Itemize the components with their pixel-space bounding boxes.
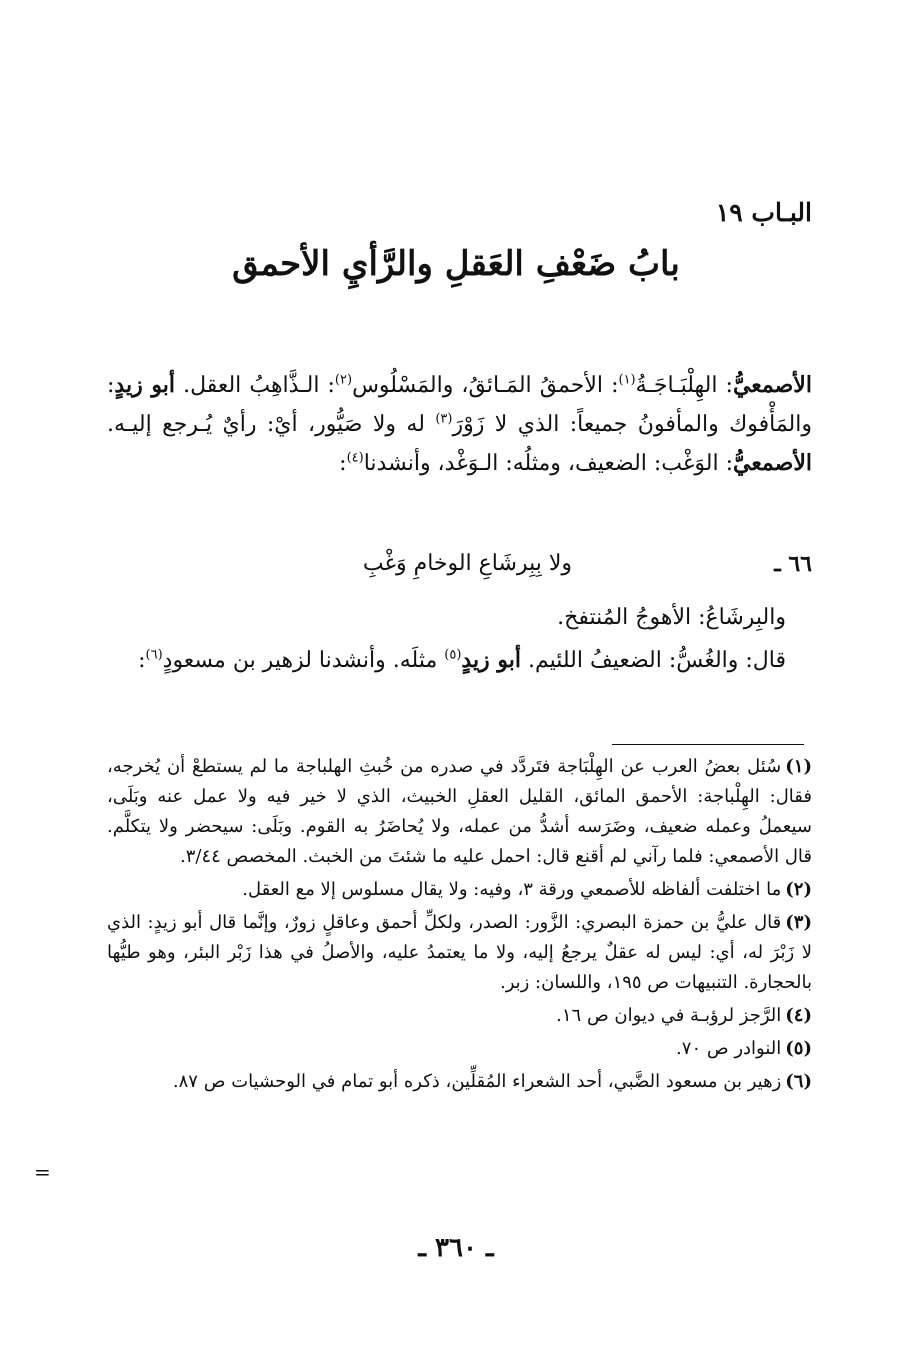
footnote-ref[interactable]: (٥): [444, 647, 462, 663]
post-verse-paragraph: [107, 597, 812, 682]
footnote-5: [107, 1034, 812, 1064]
footnote-text: قال عليُّ بن حمزة البصري: الزَّور: الصدر، ولكلِّ أحمق وعاقلٍ زورٌ، وإنَّما قال أبو زيدٍ: الذي لا زَبْرَ له، أي: ليس له عقلٌ يرجعُ إليه، ولا ما يعتمدُ عليه، والأصلُ في هذا زَبْر البئر، وهو طيُّها بالحجارة. التنبيهات ص ١٩٥، واللسان: زبر.: [107, 912, 812, 993]
footnote-text: ما اختلفت ألفاظه للأصمعي ورقة ٣، وفيه: ولا يقال مسلوس إلا مع العقل.: [242, 879, 782, 900]
footnote-divider: [612, 744, 804, 745]
footnote-number: (٦): [785, 1071, 812, 1092]
footnote-number: (١): [785, 756, 812, 777]
source-name: الأصمعيُّ: [732, 372, 812, 398]
body-text-segment: : والمَأْفوك والمأفونُ جميعاً: الذي لا زَوْرَ: [107, 373, 812, 437]
footnote-text: النوادر ص ٧٠.: [676, 1038, 782, 1059]
footnote-ref[interactable]: (٣): [435, 411, 453, 427]
chapter-title: بابُ ضَعْفِ العَقلِ والرَّأيِ الأحمق: [232, 244, 680, 284]
footnote-number: (٣): [785, 912, 812, 933]
footnote-ref[interactable]: (٦): [145, 647, 163, 663]
continuation-mark: =: [34, 1160, 51, 1184]
footnote-6: [107, 1067, 812, 1097]
footnote-ref[interactable]: (١): [618, 372, 636, 388]
footnote-1: [107, 752, 812, 872]
body-text-segment: : الوَغْب: الضعيف، ومثلُه: الـوَغْد، وأنشدنا: [363, 451, 733, 476]
verse-line: [107, 551, 812, 591]
footnote-ref[interactable]: (٤): [346, 450, 364, 466]
footnote-number: (٥): [785, 1038, 812, 1059]
footnote-number: (٤): [785, 1005, 812, 1026]
body-text-segment: : الأحمقُ المَـائقُ، والمَسْلُوس: [352, 373, 619, 398]
source-name: أبو زيدٍ: [114, 372, 176, 398]
body-text-segment: مثلَه. وأنشدنا لزهير بن مسعودٍ: [162, 648, 445, 673]
source-name: أبو زيدٍ: [461, 647, 521, 673]
body-text-segment: :: [339, 451, 347, 476]
source-name: الأصمعيُّ: [732, 450, 812, 476]
body-text-segment: :: [138, 648, 146, 673]
footnote-4: [107, 1001, 812, 1031]
footnote-text: زهير بن مسعود الضَّبي، أحد الشعراء المُقلِّين، ذكره أبو تمام في الوحشيات ص ٨٧.: [172, 1071, 782, 1092]
footnotes-section: [107, 752, 812, 1100]
footnote-text: الرَّجز لرؤبـة في ديوان ص ١٦.: [556, 1005, 782, 1026]
footnote-number: (٢): [785, 879, 812, 900]
footnote-3: [107, 908, 812, 998]
verse-text: ولا بِبِرشَاعِ الوخامِ وَغْبِ: [362, 551, 572, 576]
footnote-2: [107, 875, 812, 905]
footnote-ref[interactable]: (٢): [334, 372, 353, 388]
footnote-text: سُئل بعضُ العرب عن الهِلْبَاجة فتَردَّد في صدره من خُبثِ الهلباجة ما لم يستطعْ أن يُخرجه، فقال: الهِلْباجة: الأحمق المائق، القليل العقلِ الخبيث، الذي لا خير فيه ولا عمل عنه وبَلَى، سيعملُ وعمله ضعيف، وضَرَسه أشدُّ من عمله، ولا يُحاضَرُ به القوم. وبَلَى: سيحضر ولا يتكلَّم. قال الأصمعي: فلما رآني لم أقنع قال: احمل عليه ما شئتَ من الخبث. المخصص ٣/٤٤.: [107, 756, 812, 867]
body-text-segment: له ولا صَيُّور، أيْ: رأيٌ يُـرجع إليـه.: [107, 412, 436, 437]
verse-number: ٦٦ ـ: [774, 551, 812, 577]
body-text-segment: قال: والغُسُّ: الضعيفُ اللئيم.: [527, 648, 786, 673]
body-text-segment: : الـذَّاهِبُ العقل.: [183, 373, 335, 398]
chapter-label: البـاب ١٩: [715, 198, 812, 227]
gloss-line: والبِرشَاعُ: الأهوجُ المُنتفخ.: [557, 605, 786, 630]
body-text-segment: : الهِلْبَـاجَـةُ: [635, 373, 733, 398]
main-paragraph: [107, 366, 812, 483]
gloss-paragraph: [107, 639, 812, 682]
page-number: ـ ٣٦٠ ـ: [418, 1233, 494, 1263]
